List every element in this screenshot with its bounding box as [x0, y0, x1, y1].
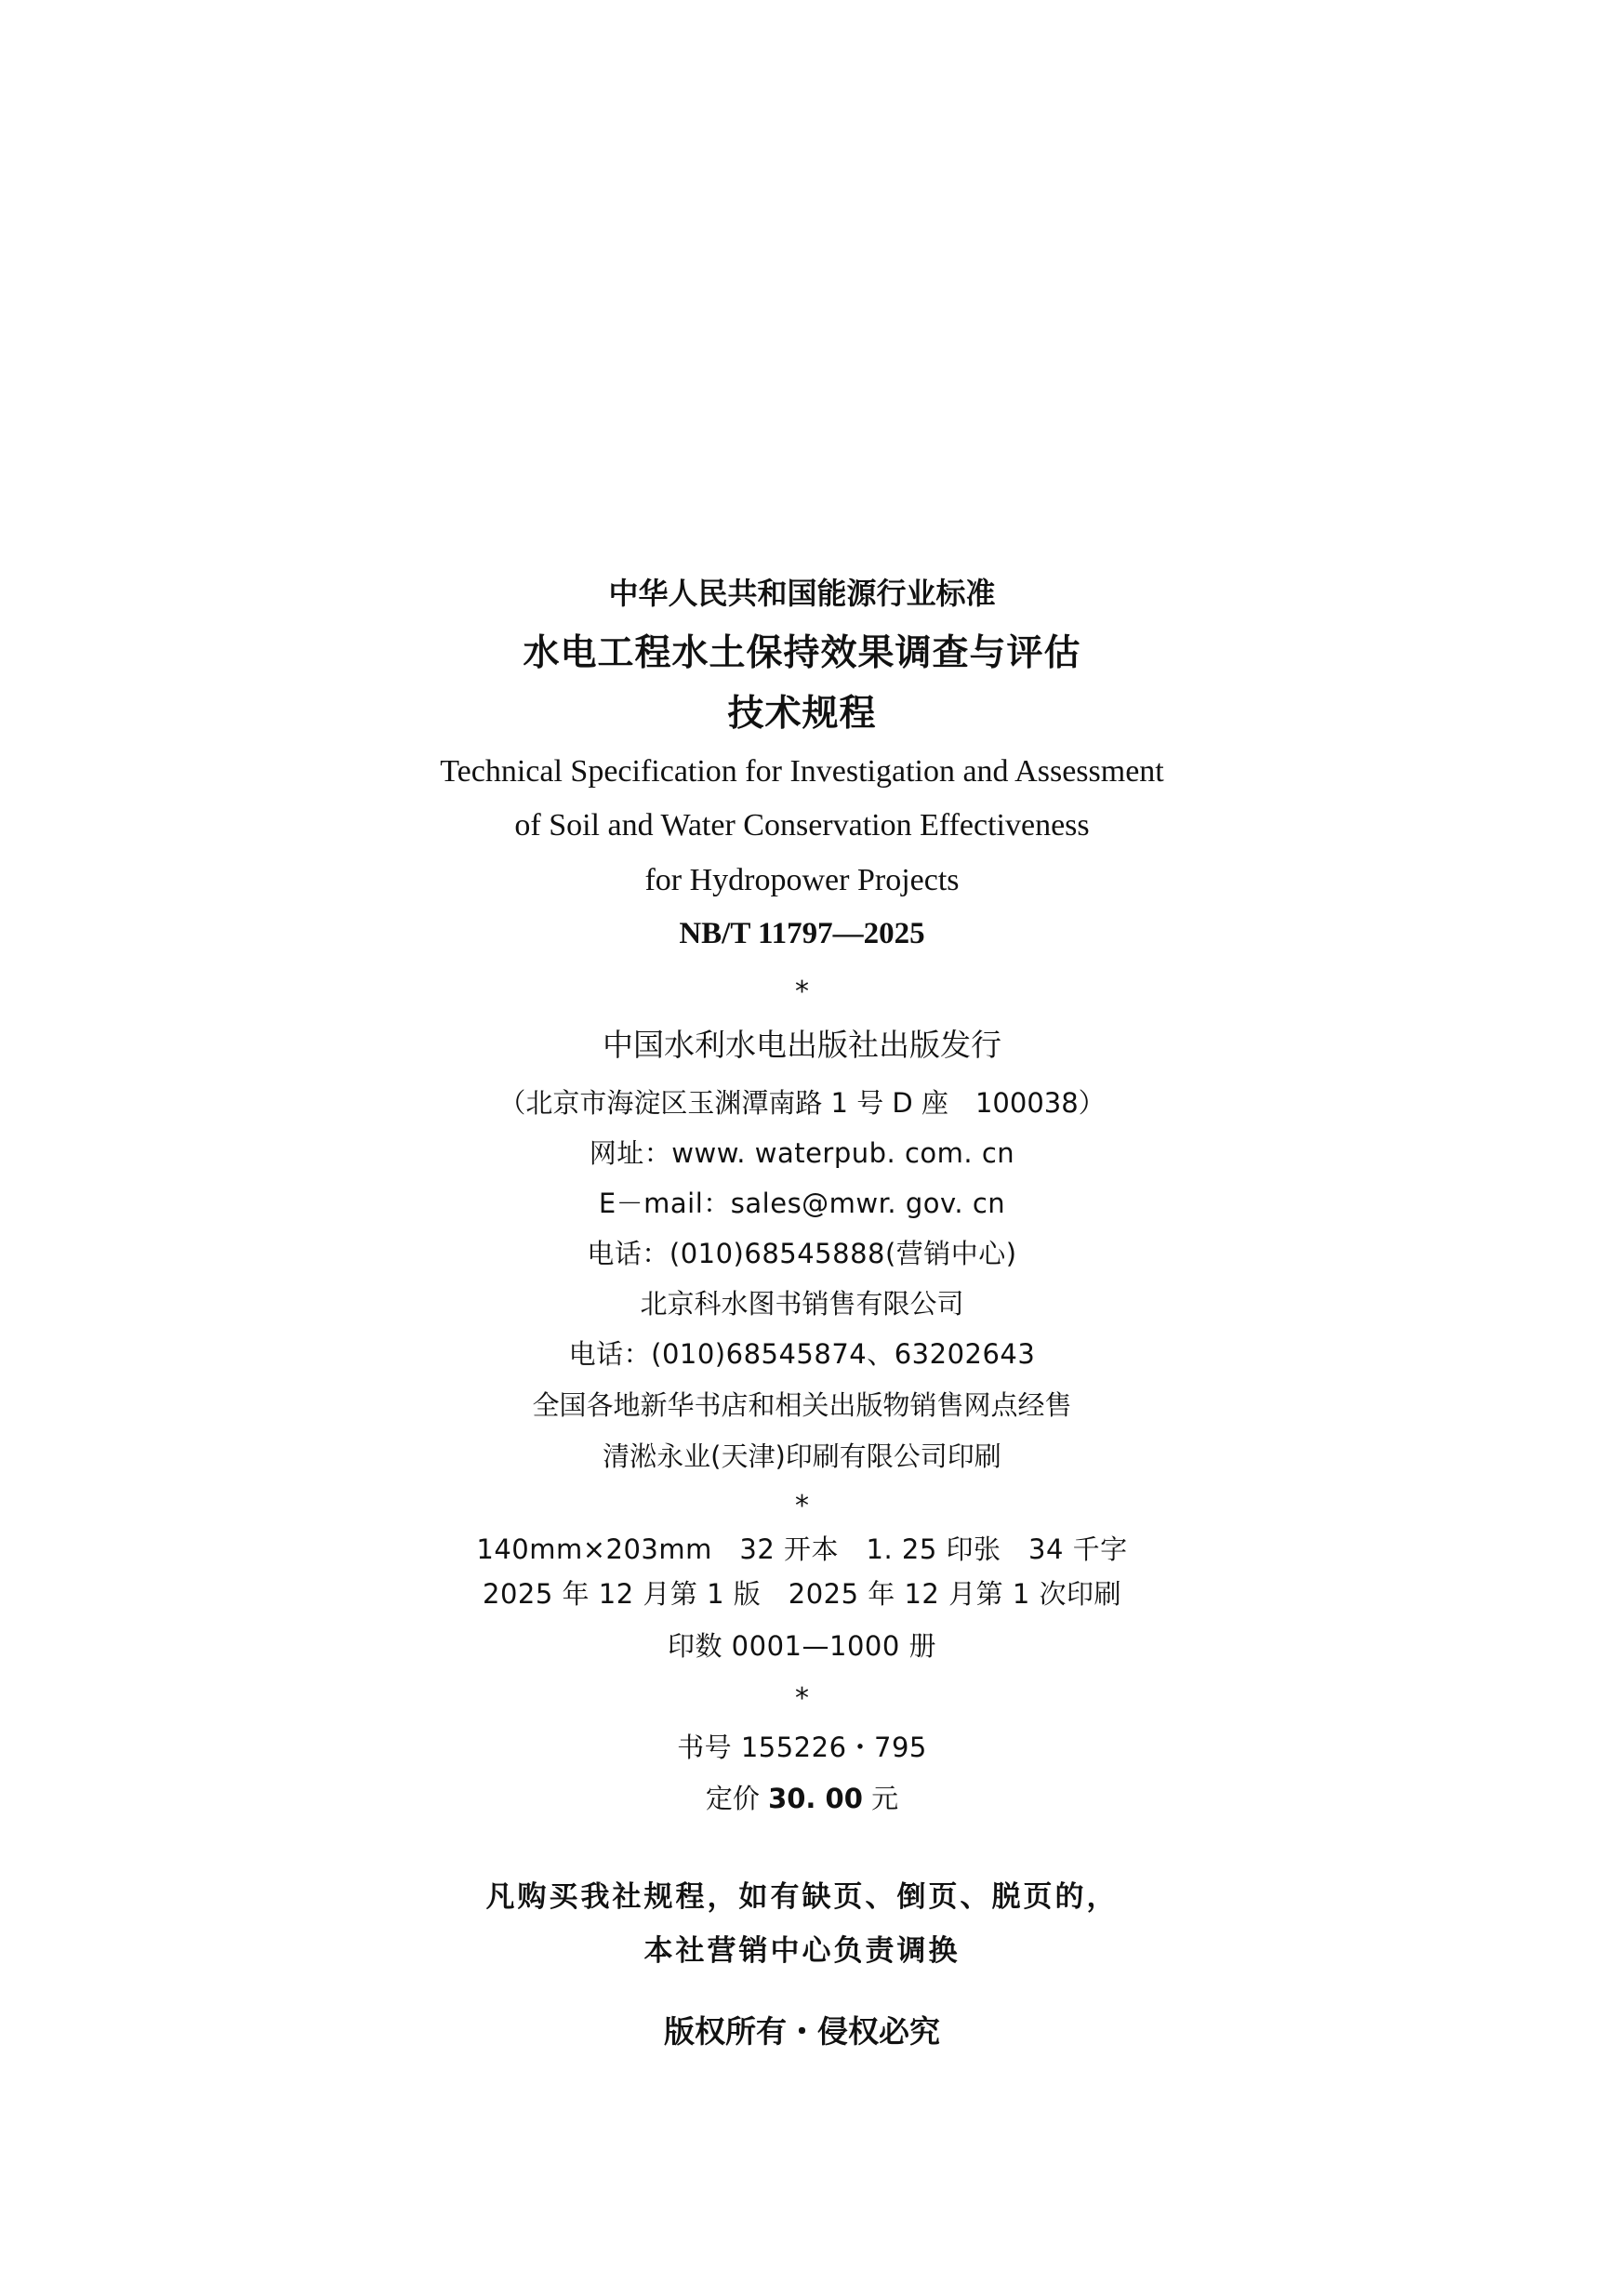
distributor-phone: 电话：(010)68545874、63202643	[568, 1338, 1036, 1370]
english-title-line-3: for Hydropower Projects	[644, 863, 960, 897]
publisher-website: 网址：www. waterpub. com. cn	[589, 1137, 1015, 1169]
printer-name: 清淞永业(天津)印刷有限公司印刷	[603, 1440, 1001, 1472]
print-run: 印数 0001—1000 册	[667, 1630, 937, 1662]
publisher-address: （北京市海淀区玉渊潭南路 1 号 D 座 100038）	[498, 1087, 1106, 1119]
title-line-1: 水电工程水土保持效果调查与评估	[523, 632, 1081, 674]
price-value: 30. 00	[768, 1783, 863, 1814]
separator-star-1: *	[795, 975, 809, 1008]
edition-info: 2025 年 12 月第 1 版 2025 年 12 月第 1 次印刷	[483, 1578, 1121, 1610]
english-title-line-2: of Soil and Water Conservation Effectiveness	[514, 808, 1090, 843]
standard-series: 中华人民共和国能源行业标准	[608, 576, 996, 611]
title-line-2: 技术规程	[727, 693, 877, 735]
publisher-phone: 电话：(010)68545888(营销中心)	[587, 1238, 1017, 1269]
notice-line-2: 本社营销中心负责调换	[643, 1934, 961, 1968]
distribution-channel: 全国各地新华书店和相关出版物销售网点经售	[532, 1389, 1072, 1421]
separator-star-2: *	[795, 1490, 809, 1522]
english-title-line-1: Technical Specification for Investigation and Assessment	[440, 754, 1164, 789]
standard-code: NB/T 11797—2025	[679, 917, 925, 950]
publisher-name: 中国水利水电出版社出版发行	[603, 1027, 1001, 1063]
book-number: 书号 155226・795	[677, 1732, 927, 1763]
book-format: 140mm×203mm 32 开本 1. 25 印张 34 千字	[476, 1533, 1128, 1565]
separator-star-3: *	[795, 1682, 809, 1715]
price-unit: 元	[862, 1783, 899, 1814]
publisher-email: E－mail：sales@mwr. gov. cn	[598, 1188, 1006, 1219]
notice-line-1: 凡购买我社规程，如有缺页、倒页、脱页的，	[485, 1880, 1119, 1914]
price	[0, 1785, 1604, 1812]
price-label: 定价	[705, 1783, 769, 1814]
distributor-name: 北京科水图书销售有限公司	[640, 1288, 964, 1320]
copyright-notice: 版权所有・侵权必究	[664, 2013, 940, 2050]
